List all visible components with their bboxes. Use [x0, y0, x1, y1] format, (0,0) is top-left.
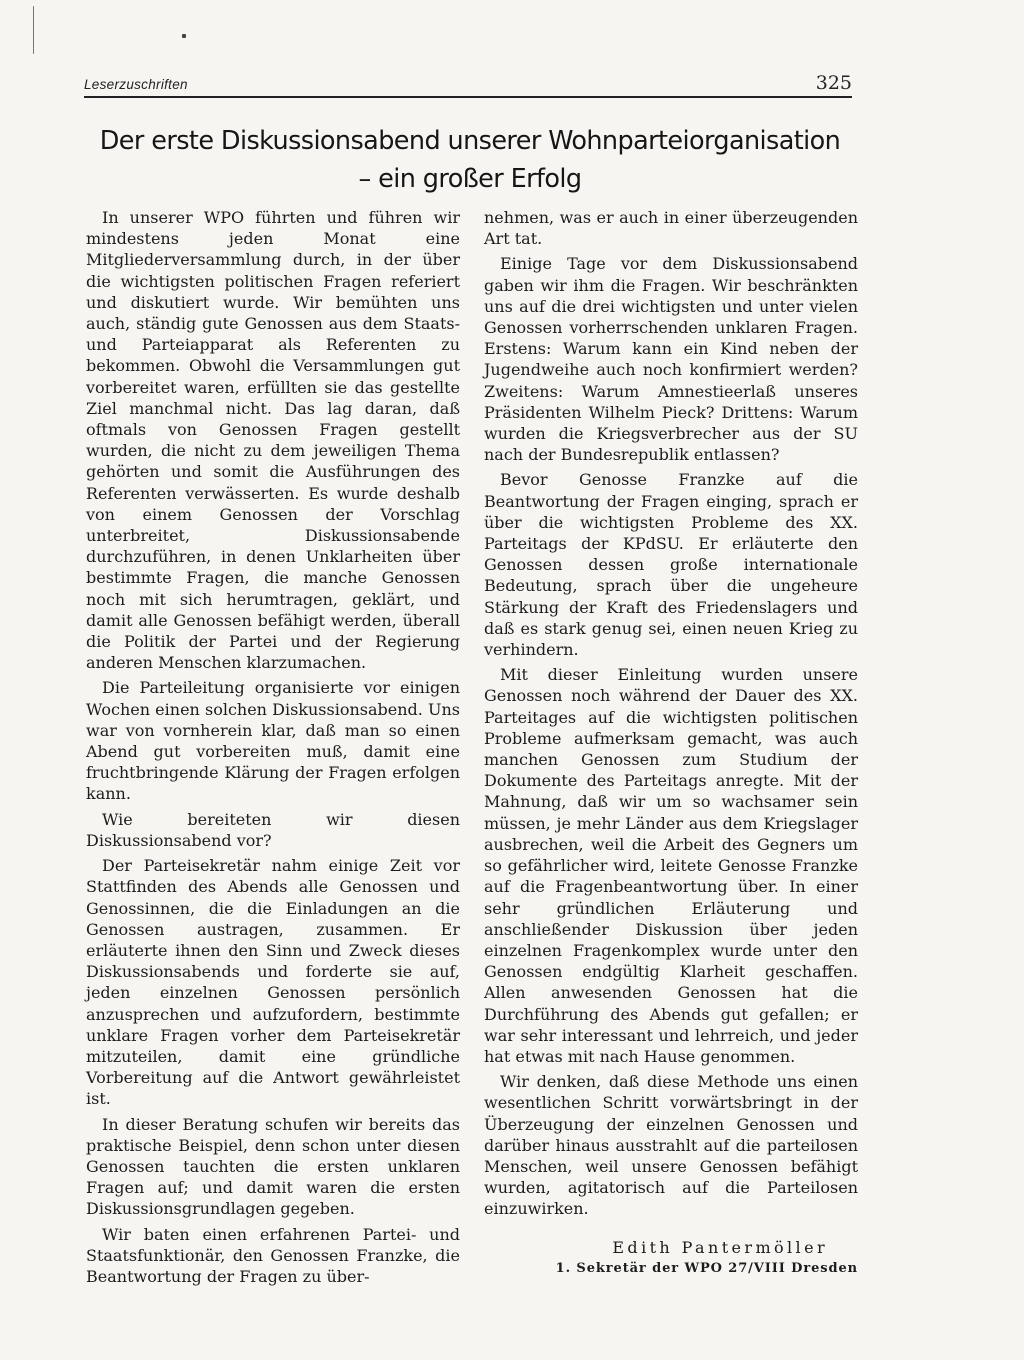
paragraph: Die Parteileitung organisierte vor einigen Wochen einen solchen Diskussionsabend. Uns war von vornherein klar, daß man so einen Abend gut vorbereiten muß, damit eine fruchtbringende Klärung der Fragen erfolgen kann. [86, 678, 460, 804]
title-line-1: Der erste Diskussionsabend unserer Wohnparteiorganisation [99, 126, 841, 156]
paragraph: In unserer WPO führten und führen wir mindestens jeden Monat eine Mitgliederversammlung durch, in der über die wichtigsten politischen Fragen referiert und diskutiert wurde. Wir bemühten uns auch, ständig gute Genossen aus dem Staats- und Parteiapparat als Referenten zu bekommen. Obwohl die Versammlungen gut vorbereitet waren, erfüllten sie das gestellte Ziel manchmal nicht. Das lag daran, daß oftmals von Genossen Fragen gestellt wurden, die nicht zu dem jeweiligen Thema gehörten und somit die Ausführungen des Referenten verwässerten. Es wurde deshalb von einem Genossen der Vorschlag unterbreitet, Diskussionsabende durchzuführen, in denen Unklarheiten über bestimmte Fragen, die manche Genossen noch mit sich herumtragen, geklärt, und damit alle Genossen befähigt werden, überall die Politik der Partei und der Regierung anderen Menschen klarzumachen. [86, 208, 460, 673]
left-column [86, 207, 460, 1291]
paragraph: Einige Tage vor dem Diskussionsabend gaben wir ihm die Fragen. Wir beschränkten uns auf die drei wichtigsten und unter vielen Genossen vorherrschenden unklaren Fragen. Erstens: Warum kann ein Kind neben der Jugendweihe auch noch konfirmiert werden? Zweitens: Warum Amnestieerlaß unseres Präsidenten Wilhelm Pieck? Drittens: Warum wurden die Kriegsverbrecher aus der SU nach der Bundesrepublik entlassen? [484, 254, 858, 465]
scan-mark [33, 6, 34, 54]
article-title [60, 122, 880, 198]
paragraph: Wir baten einen erfahrenen Partei- und Staatsfunktionär, den Genossen Franzke, die Beantwortung der Fragen zu über- [86, 1224, 460, 1286]
paragraph: Mit dieser Einleitung wurden unsere Genossen noch während der Dauer des XX. Parteitages auf die wichtigsten politischen Probleme aufmerksam gemacht, was auch manchen Genossen zum Studium der Dokumente des Parteitags anregte. Mit der Mahnung, daß wir um so wachsamer sein müssen, je mehr Länder aus dem Kriegslager ausbrechen, weil die Arbeit des Gegners um so gefährlicher wird, leitete Genosse Franzke auf die Fragenbeantwortung über. In einer sehr gründlichen Erläuterung und anschließender Diskussion über jeden einzelnen Fragenkomplex wurde unter den Genossen endgültig Klarheit geschaffen. Allen anwesenden Genossen hat die Durchführung des Abends gut gefallen; er war sehr interessant und lehrreich, und jeder hat etwas mit nach Hause genommen. [484, 665, 858, 1066]
paragraph: In dieser Beratung schufen wir bereits das praktische Beispiel, denn schon unter diesen Genossen tauchten die ersten unklaren Fragen auf; und damit waren die ersten Diskussionsgrundlagen gegeben. [86, 1114, 460, 1219]
page-number: 325 [815, 72, 852, 94]
right-column [484, 207, 858, 1224]
paragraph: Wir denken, daß diese Methode uns einen wesentlichen Schritt vorwärtsbringt in der Überzeugung der einzelnen Genossen und darüber hinaus ausstrahlt auf die parteilosen Menschen, weil unsere Genossen befähigt wurden, agitatorisch auf die Parteilosen einzuwirken. [484, 1072, 858, 1219]
title-line-2: – ein großer Erfolg [358, 164, 582, 194]
author-name: Edith Pantermöller [612, 1238, 828, 1257]
running-header [84, 68, 852, 98]
paragraph: Wie bereiteten wir diesen Diskussionsabend vor? [86, 809, 460, 850]
paragraph: Bevor Genosse Franzke auf die Beantwortung der Fragen einging, sprach er über die wichtigsten Probleme des XX. Parteitags der KPdSU. Er erläuterte den Genossen dessen große internationale Bedeutung, sprach über die ungeheure Stärkung der Kraft des Friedenslagers und daß es stark genug sei, einen neuen Krieg zu verhindern. [484, 470, 858, 660]
scan-mark [182, 34, 186, 38]
paragraph: nehmen, was er auch in einer überzeugenden Art tat. [484, 208, 858, 249]
section-label: Leserzuschriften [84, 77, 188, 92]
paragraph: Der Parteisekretär nahm einige Zeit vor Stattfinden des Abends alle Genossen und Genossinnen, die die Einladungen an die Genossen austragen, zusammen. Er erläuterte ihnen den Sinn und Zweck dieses Diskussionsabends und forderte sie auf, jeden einzelnen Genossen persönlich anzusprechen und aufzufordern, bestimmte unklare Fragen vorher dem Parteisekretär mitzuteilen, damit eine gründliche Vorbereitung auf die Antwort gewährleistet ist. [86, 856, 460, 1109]
author-role: 1. Sekretär der WPO 27/VIII Dresden [555, 1261, 858, 1276]
